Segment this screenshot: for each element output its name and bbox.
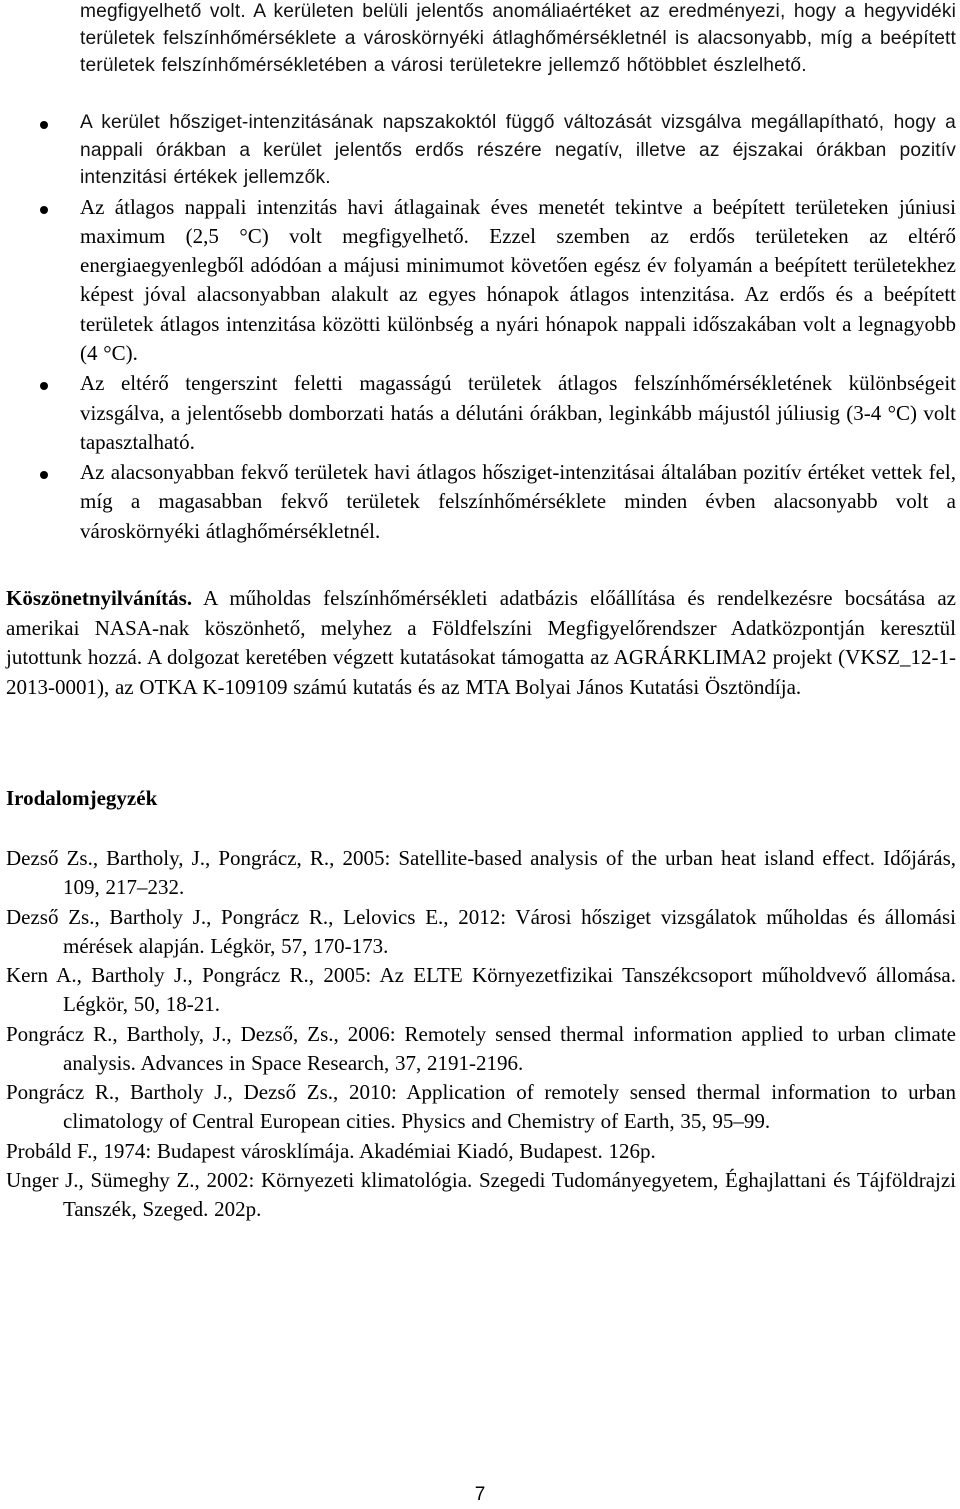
bullet-text: A kerület hősziget-intenzitásának napszakoktól függő változását vizsgálva megállapítható, hogy a nappali órákban a kerület jelentős erdős részére negatív, illetve az éjszakai órákban pozitív intenzitási értékek jellemzők. [80, 112, 956, 188]
reference-item: Pongrácz R., Bartholy J., Dezső Zs., 2010: Application of remotely sensed thermal information to urban climatology of Central European cities. Physics and Chemistry of Earth, 35, 95–99. [6, 1080, 956, 1133]
reference-item: Pongrácz R., Bartholy, J., Dezső, Zs., 2006: Remotely sensed thermal information applied to urban climate analysis. Advances in Space Research, 37, 2191-2196. [6, 1021, 956, 1075]
reference-item: Probáld F., 1974: Budapest városklímája. Akadémiai Kiadó, Budapest. 126p. [6, 1138, 656, 1163]
bullet-item [6, 193, 956, 369]
reference-item: Unger J., Sümeghy Z., 2002: Környezeti klimatológia. Szegedi Tudományegyetem, Éghajlattani és Tájföldrajzi Tanszék, Szeged. 202p. [6, 1168, 956, 1221]
acknowledgement-text: A műholdas felszínhőmérsékleti adatbázis előállítása és rendelkezésre bocsátása az amerikai NASA-nak köszönhető, melyhez a Földfelszíni Megfigyelőrendszer Adatközpontján keresztül jutottunk hozzá. A dolgozat keretében végzett kutatásokat támogatta az AGRÁRKLIMA2 projekt (VKSZ_12-1-2013-0001), az OTKA K-109109 számú kutatás és az MTA Bolyai János Kutatási Ösztöndíja. [6, 586, 956, 699]
reference-item: Dezső Zs., Bartholy J., Pongrácz R., Lelovics E., 2012: Városi hősziget vizsgálatok műholdas és állomási mérések alapján. Légkör, 57, 170-173. [6, 904, 956, 958]
bullet-dot-icon [40, 206, 48, 214]
summary-bullet-list [6, 109, 956, 547]
intro-paragraph: megfigyelhető volt. A kerületen belüli jelentős anomáliaértéket az eredményezi, hogy a hegyvidéki területek felszínhőmérséklete a városkörnyéki átlaghőmérsékletnél is alacsonyabb, míg a beépített területek felszínhőmérsékletében a városi területekre jellemző hőtöbblet észlelhető. [80, 1, 956, 76]
bullet-text: Az alacsonyabban fekvő területek havi átlagos hősziget-intenzitásai általában pozitív értéket vettek fel, míg a magasabban fekvő területek felszínhőmérséklete minden évben alacsonyabb volt a városkörnyéki átlaghőmérsékletnél. [80, 460, 956, 543]
bullet-dot-icon [40, 382, 48, 390]
reference-item: Kern A., Bartholy J., Pongrácz R., 2005: Az ELTE Környezetfizikai Tanszékcsoport műholdvevő állomása. Légkör, 50, 18-21. [6, 963, 956, 1016]
references-list [6, 844, 956, 1225]
page-number: 7 [474, 1484, 486, 1505]
reference-item: Dezső Zs., Bartholy, J., Pongrácz, R., 2005: Satellite-based analysis of the urban heat island effect. Időjárás, 109, 217–232. [6, 846, 956, 899]
acknowledgement-heading: Köszönetnyilvánítás. [6, 586, 193, 610]
bullet-item [6, 109, 956, 192]
acknowledgement-paragraph [6, 584, 956, 702]
bullet-text: Az eltérő tengerszint feletti magasságú területek átlagos felszínhőmérsékletének különbségeit vizsgálva, a jelentősebb domborzati hatás a délutáni órákban, leginkább májustól júliusig (3-4 °C) volt tapasztalható. [80, 371, 956, 454]
bullet-dot-icon [40, 471, 48, 479]
bullet-item [6, 458, 956, 546]
bullet-text: Az átlagos nappali intenzitás havi átlagainak éves menetét tekintve a beépített területeken júniusi maximum (2,5 °C) volt megfigyelhető. Ezzel szemben az erdős területeken az eltérő energiaegyenlegből adódóan a májusi minimumot követően egész év folyamán a beépített területekhez képest jóval alacsonyabban alakult az egyes hónapok átlagos intenzitása. Az erdős és a beépített területek átlagos intenzitása közötti különbség a nyári hónapok nappali időszakában volt a legnagyobb (4 °C). [80, 194, 956, 365]
references-title: Irodalomjegyzék [6, 786, 158, 810]
bullet-dot-icon [40, 121, 48, 129]
bullet-item [6, 369, 956, 457]
